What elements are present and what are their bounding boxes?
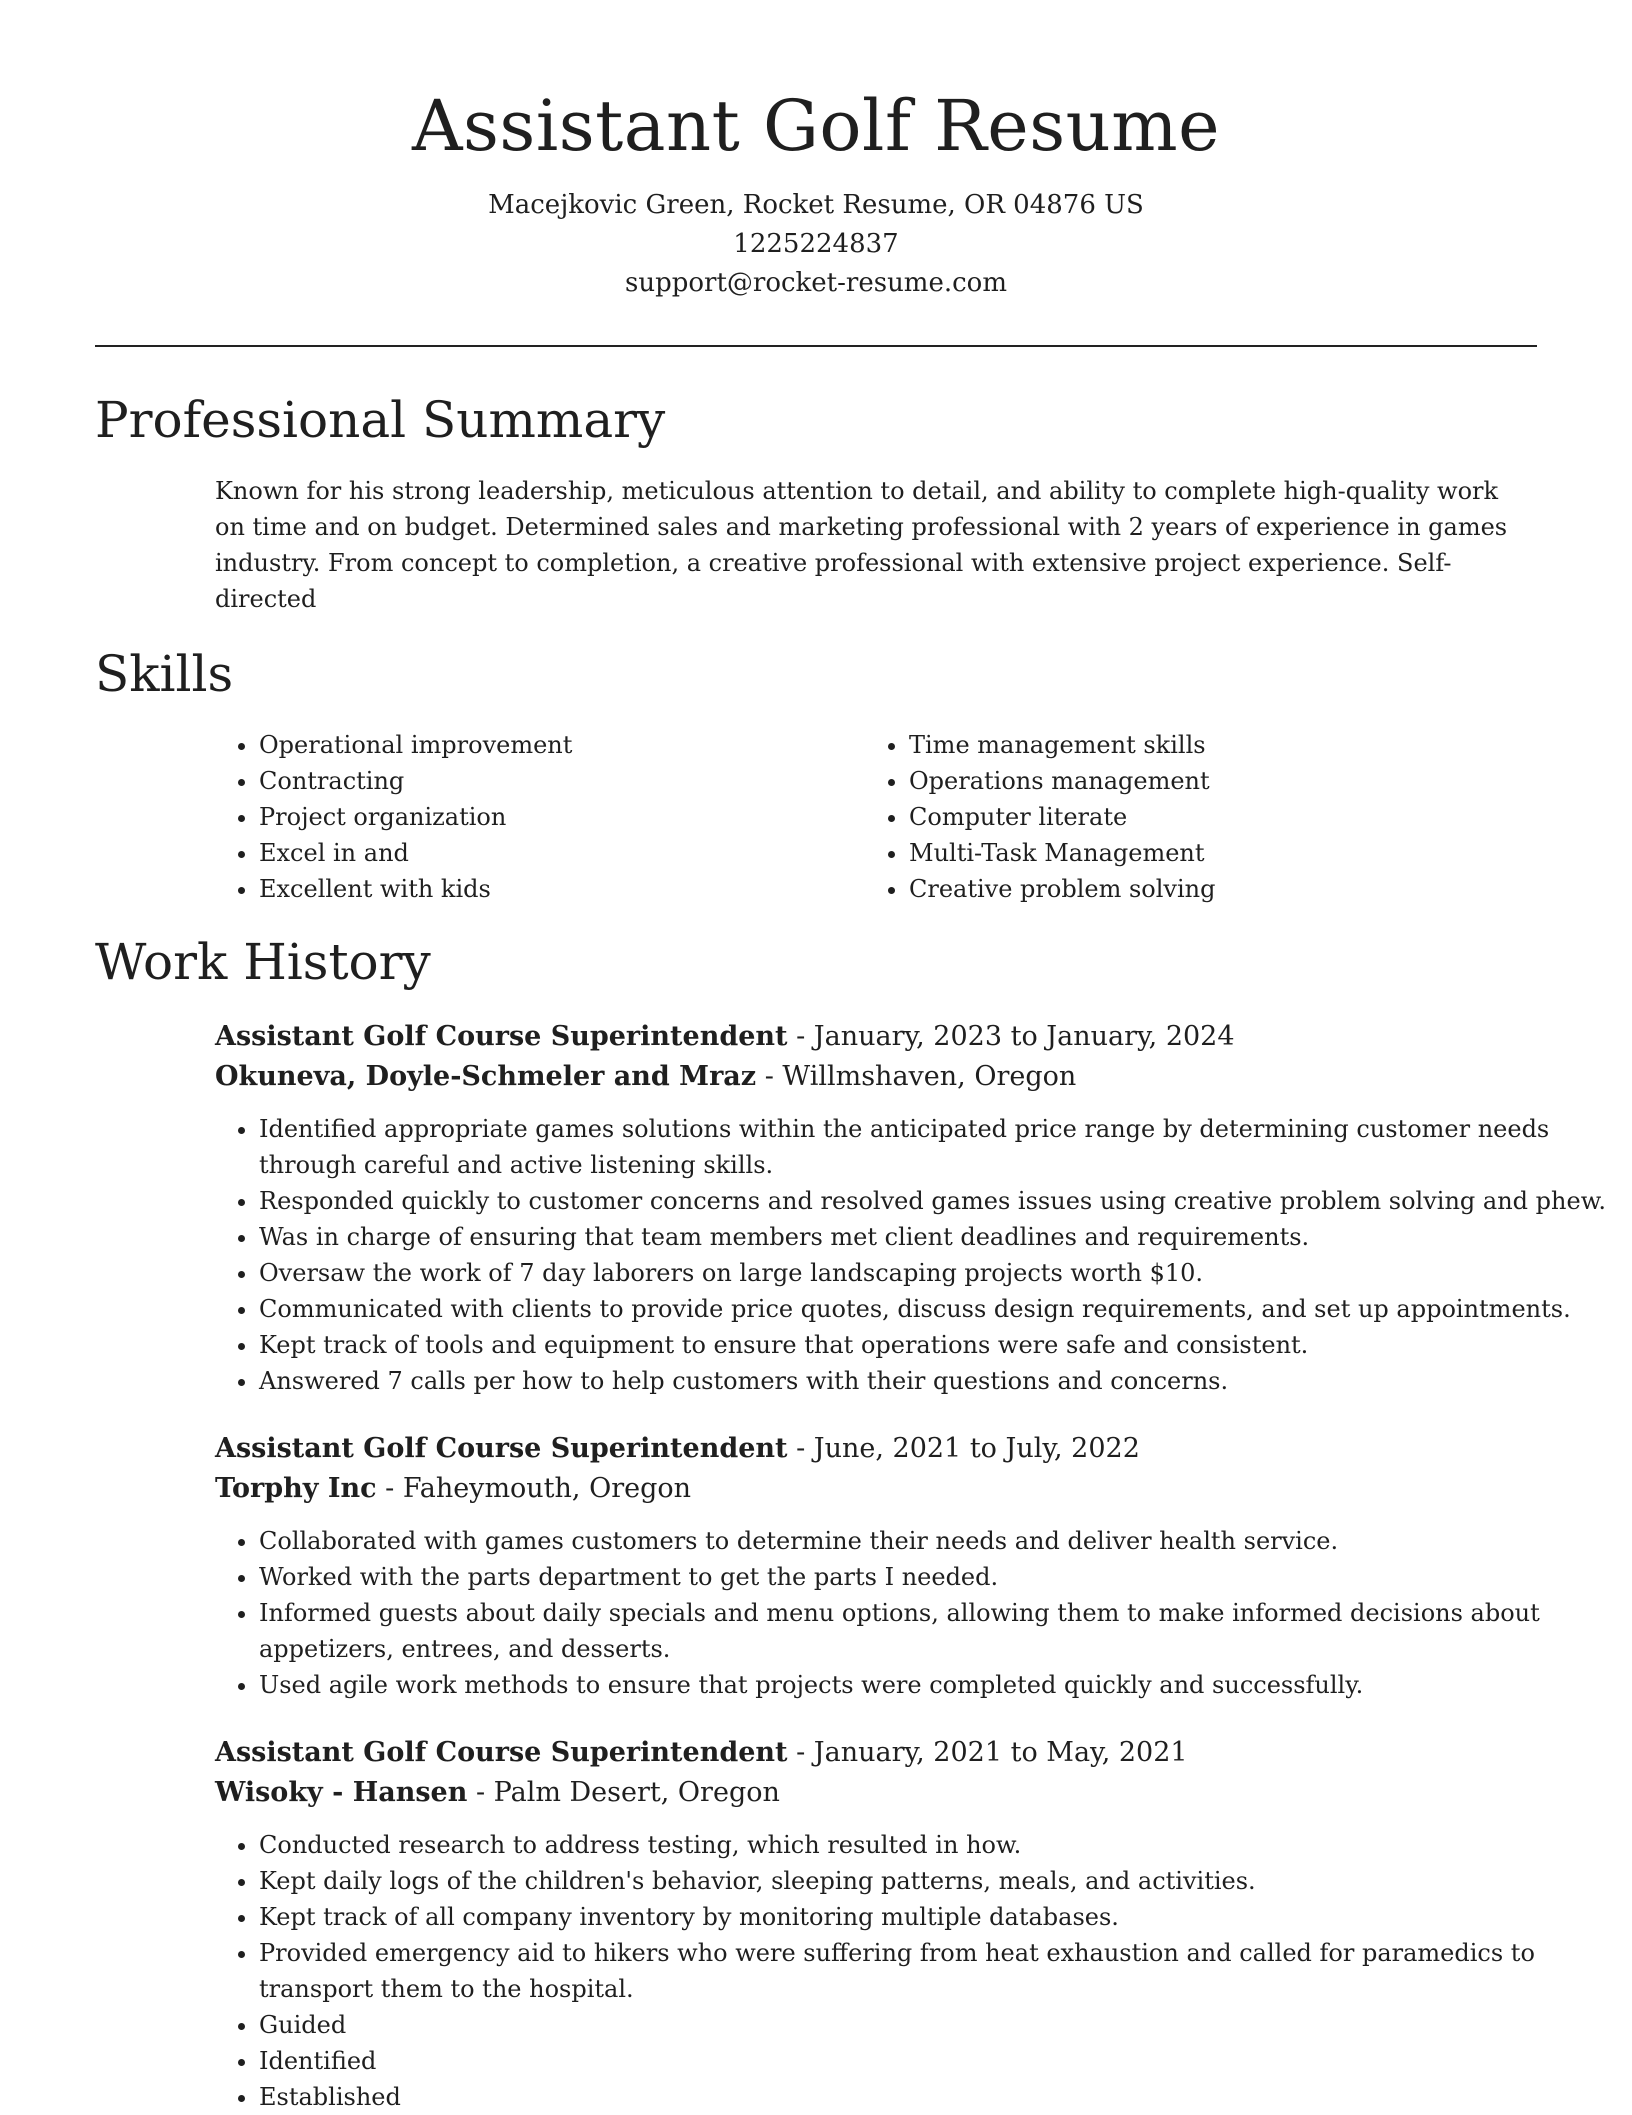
contact-address: Macejkovic Green, Rocket Resume, OR 04876 US (488, 190, 1144, 220)
job-bullet: • Answered 7 calls per how to help customers with their questions and concerns. (259, 1363, 1615, 1399)
job-bullets (215, 1111, 1615, 1399)
job-location: - Palm Desert, Oregon (467, 1777, 780, 1808)
job-company-line (215, 1057, 1537, 1097)
skill-item: • Project organization (259, 799, 865, 835)
job-title: Assistant Golf Course Superintendent (215, 1021, 788, 1052)
summary-text: Known for his strong leadership, meticulous attention to detail, and ability to complete high-quality work on time and on budget. Determined sales and marketing professional with 2 years of experience in games industry. From concept to completion, a creative professional with extensive project experience. Self-directed (215, 477, 1508, 613)
job-bullet: • Used agile work methods to ensure that projects were completed quickly and successfully. (259, 1667, 1615, 1703)
job-company-line (215, 1773, 1537, 1813)
job-bullet: • Conducted research to address testing, which resulted in how. (259, 1827, 1615, 1863)
job-bullet: • Identified appropriate games solutions within the anticipated price range by determining customer needs through careful and active listening skills. (259, 1111, 1615, 1183)
job-title-line (215, 1733, 1537, 1773)
job-bullet: • Guided (259, 2007, 1615, 2043)
skill-item: • Contracting (259, 763, 865, 799)
job-bullets (215, 1523, 1615, 1703)
job-bullet: • Kept daily logs of the children's behavior, sleeping patterns, meals, and activities. (259, 1863, 1615, 1899)
job-title-line (215, 1429, 1537, 1469)
job-bullet: • Provided emergency aid to hikers who were suffering from heat exhaustion and called for paramedics to transport them to the hospital. (259, 1935, 1615, 2007)
job-company: Okuneva, Doyle-Schmeler and Mraz (215, 1061, 757, 1092)
job-bullet: • Established (259, 2079, 1615, 2115)
job-title-line (215, 1017, 1537, 1057)
skills-column-left (215, 727, 865, 907)
skill-item: • Computer literate (909, 799, 1515, 835)
job-bullets (215, 1827, 1615, 2115)
job-bullet: • Worked with the parts department to get the parts I needed. (259, 1559, 1615, 1595)
job-bullet: • Communicated with clients to provide price quotes, discuss design requirements, and set up appointments. (259, 1291, 1615, 1327)
job-location: - Willmshaven, Oregon (756, 1061, 1077, 1092)
job-title: Assistant Golf Course Superintendent (215, 1737, 788, 1768)
contact-phone: 1225224837 (733, 229, 899, 259)
job-company: Wisoky - Hansen (215, 1777, 468, 1808)
skill-item: • Multi-Task Management (909, 835, 1515, 871)
skill-item: • Creative problem solving (909, 871, 1515, 907)
job-title: Assistant Golf Course Superintendent (215, 1433, 788, 1464)
job-entry (215, 1017, 1607, 1399)
resume-title: Assistant Golf Resume (411, 85, 1221, 167)
job-bullet: • Identified (259, 2043, 1615, 2079)
job-bullet: • Informed guests about daily specials and menu options, allowing them to make informed decisions about appetizers, entrees, and desserts. (259, 1595, 1615, 1667)
job-entry (215, 1733, 1537, 2115)
job-company-line (215, 1469, 1537, 1509)
job-dates: - January, 2023 to January, 2024 (787, 1021, 1235, 1052)
job-entry (215, 1429, 1540, 1703)
summary-heading: Professional Summary (95, 391, 666, 449)
job-bullet: • Responded quickly to customer concerns and resolved games issues using creative problem solving and phew. (259, 1183, 1615, 1219)
job-bullet: • Kept track of all company inventory by monitoring multiple databases. (259, 1899, 1615, 1935)
contact-block (95, 186, 1537, 303)
header-divider (95, 345, 1537, 347)
skill-item: • Operational improvement (259, 727, 865, 763)
skill-item: • Operations management (909, 763, 1515, 799)
job-bullet: • Kept track of tools and equipment to ensure that operations were safe and consistent. (259, 1327, 1615, 1363)
job-bullet: • Was in charge of ensuring that team members met client deadlines and requirements. (259, 1219, 1615, 1255)
job-location: - Faheymouth, Oregon (376, 1473, 692, 1504)
skill-item: • Excel in and (259, 835, 865, 871)
job-dates: - June, 2021 to July, 2022 (787, 1433, 1140, 1464)
skills-heading: Skills (95, 645, 234, 703)
job-bullet: • Collaborated with games customers to determine their needs and deliver health service. (259, 1523, 1615, 1559)
work-history-heading: Work History (95, 933, 431, 991)
resume-header (95, 0, 1537, 303)
skills-list (215, 727, 1537, 907)
skills-column-right (865, 727, 1515, 907)
job-company: Torphy Inc (215, 1473, 377, 1504)
skill-item: • Time management skills (909, 727, 1515, 763)
job-bullet: • Oversaw the work of 7 day laborers on large landscaping projects worth $10. (259, 1255, 1615, 1291)
skill-item: • Excellent with kids (259, 871, 865, 907)
contact-email: support@rocket-resume.com (624, 268, 1007, 298)
job-dates: - January, 2021 to May, 2021 (787, 1737, 1188, 1768)
